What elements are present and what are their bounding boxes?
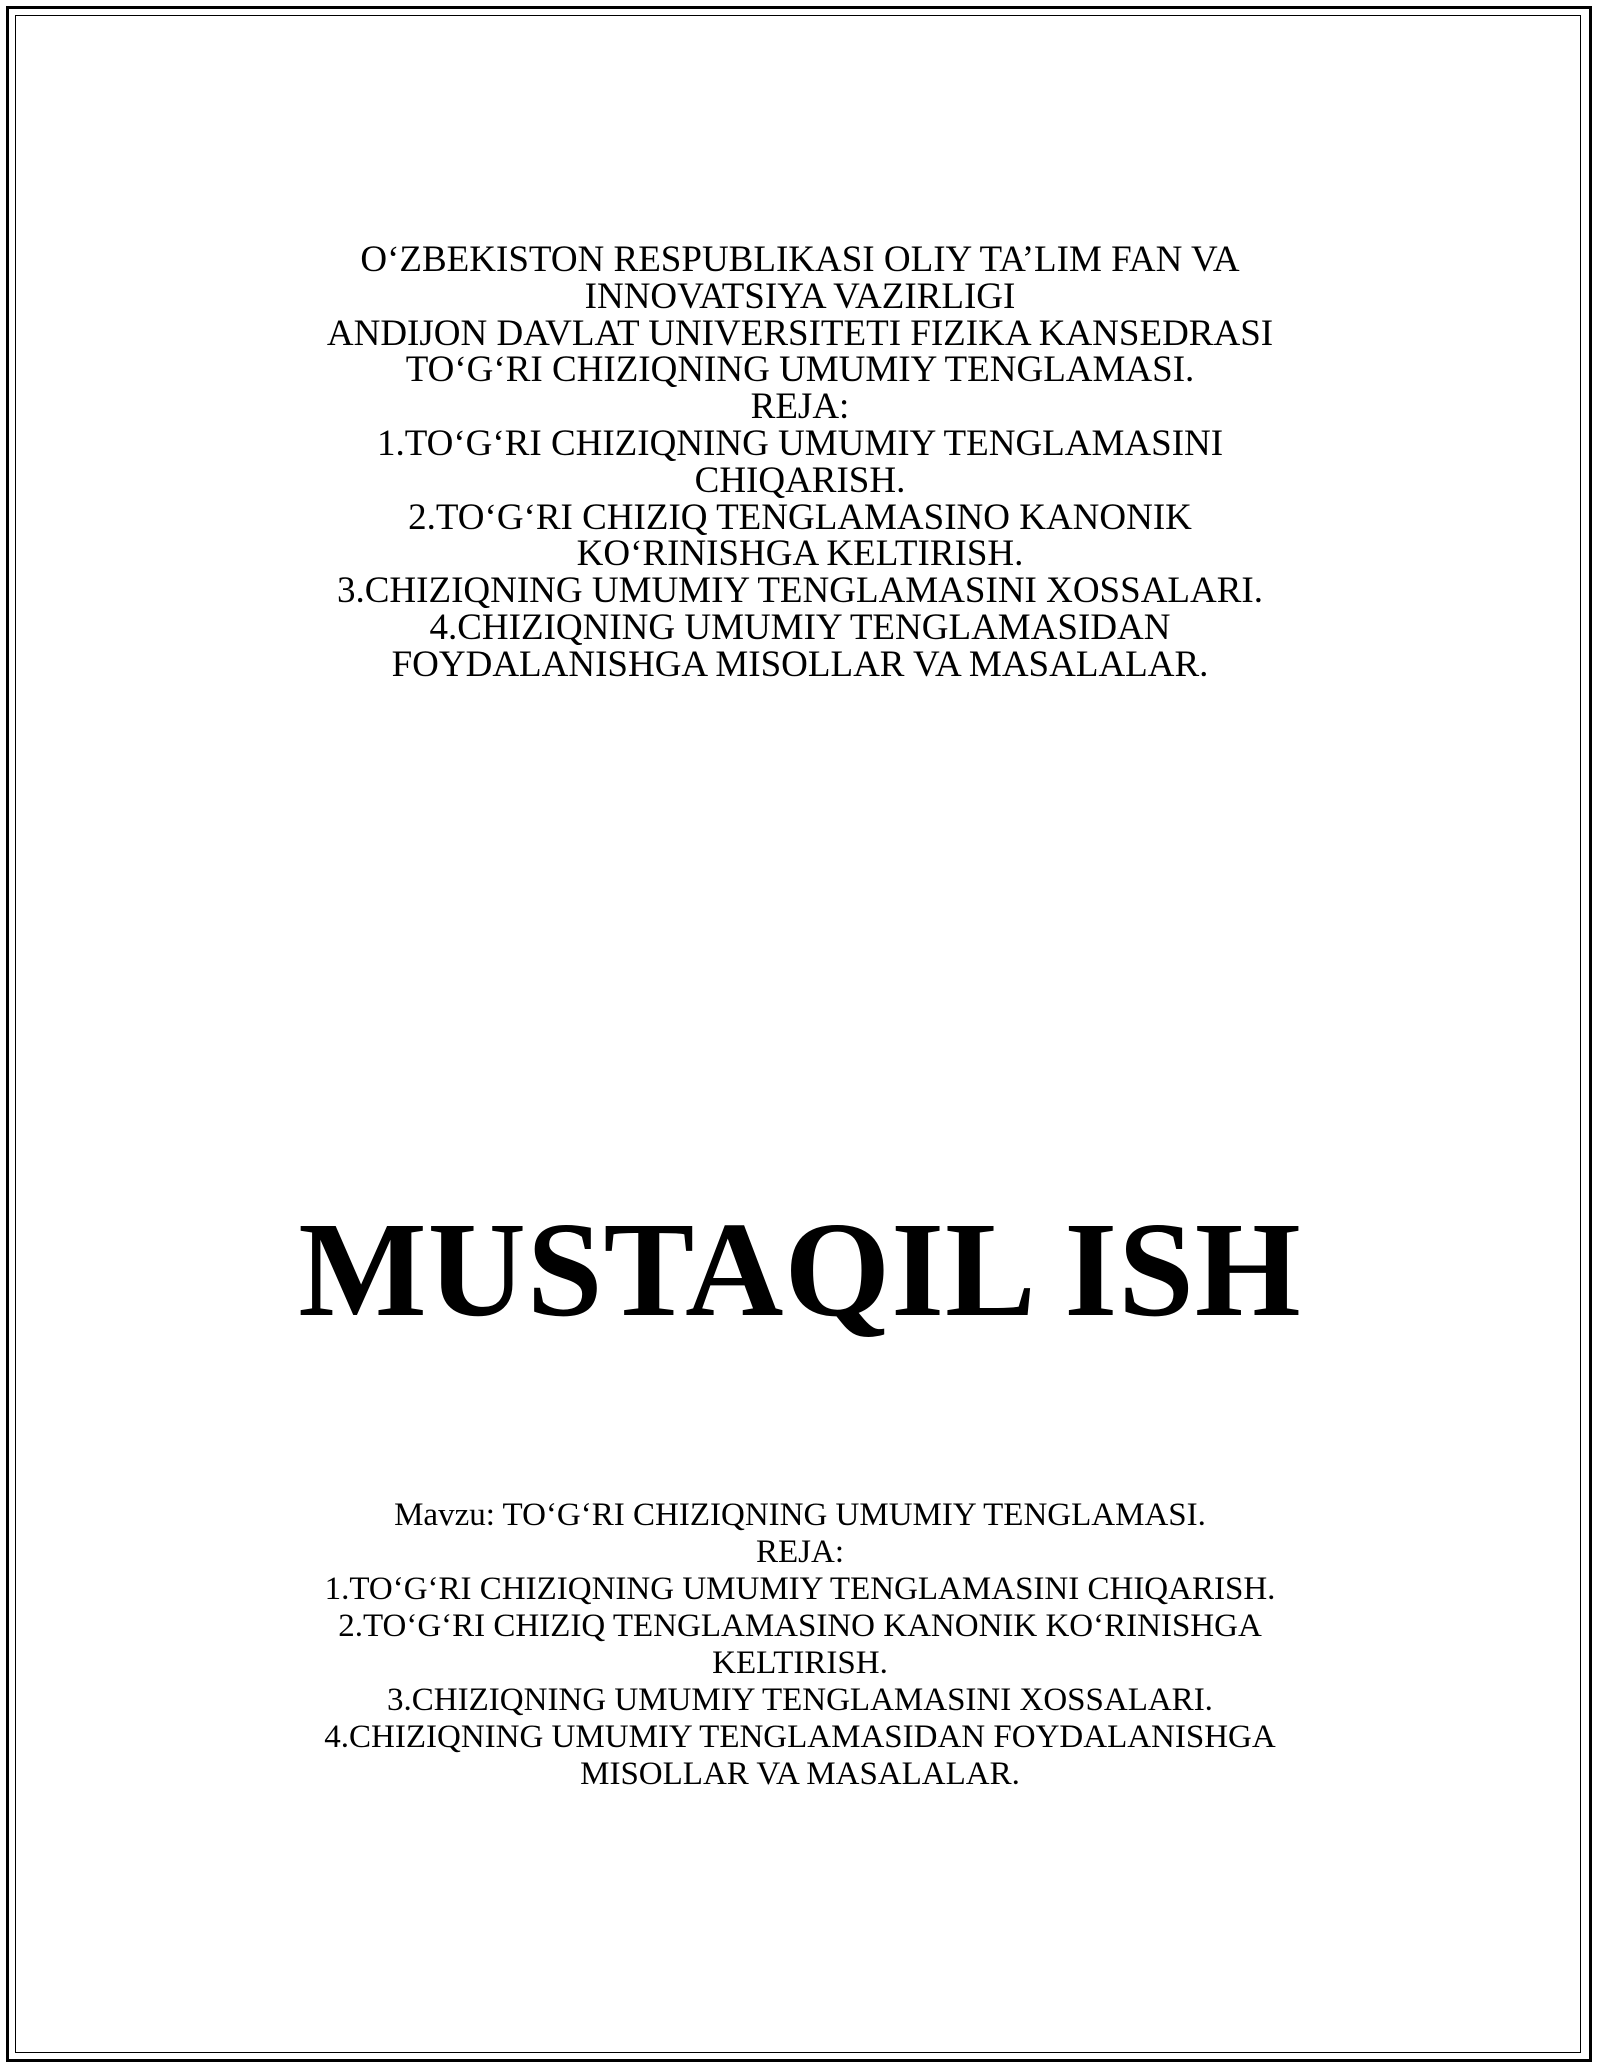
header-plan-heading: REJA: bbox=[750, 386, 850, 428]
header-plan-line: 3.CHIZIQNING UMUMIY TENGLAMASINI XOSSALARI. bbox=[337, 570, 1263, 612]
header-topic: TO‘G‘RI CHIZIQNING UMUMIY TENGLAMASI. bbox=[405, 349, 1195, 391]
document-title: MUSTAQIL ISH bbox=[298, 1195, 1302, 1345]
header-plan-line: FOYDALANISHGA MISOLLAR VA MASALALAR. bbox=[391, 643, 1209, 685]
footer-plan-heading: REJA: bbox=[755, 1534, 844, 1570]
header-plan-line: KO‘RINISHGA KELTIRISH. bbox=[576, 533, 1024, 575]
ministry-line-2: INNOVATSIYA VAZIRLIGI bbox=[584, 275, 1016, 317]
header-block bbox=[180, 239, 1420, 685]
footer-plan-line: KELTIRISH. bbox=[712, 1645, 888, 1681]
footer-plan-line: 1.TO‘G‘RI CHIZIQNING UMUMIY TENGLAMASINI CHIQARISH. bbox=[324, 1571, 1276, 1607]
footer-block bbox=[200, 1497, 1400, 1793]
university-name: ANDIJON DAVLAT UNIVERSITETI FIZIKA KANSEDRASI bbox=[326, 312, 1274, 354]
footer-plan-line: MISOLLAR VA MASALALAR. bbox=[580, 1756, 1020, 1792]
header-plan-line: CHIQARISH. bbox=[694, 459, 906, 501]
footer-plan-line: 2.TO‘G‘RI CHIZIQ TENGLAMASINO KANONIK KO‘RINISHGA bbox=[338, 1608, 1262, 1644]
header-plan-line: 2.TO‘G‘RI CHIZIQ TENGLAMASINO KANONIK bbox=[408, 496, 1192, 538]
footer-topic: Mavzu: TO‘G‘RI CHIZIQNING UMUMIY TENGLAMASI. bbox=[394, 1497, 1206, 1533]
header-plan-line: 1.TO‘G‘RI CHIZIQNING UMUMIY TENGLAMASINI bbox=[376, 422, 1224, 464]
footer-plan-line: 3.CHIZIQNING UMUMIY TENGLAMASINI XOSSALARI. bbox=[387, 1682, 1213, 1718]
header-plan-line: 4.CHIZIQNING UMUMIY TENGLAMASIDAN bbox=[429, 606, 1171, 648]
ministry-line-1: O‘ZBEKISTON RESPUBLIKASI OLIY TA’LIM FAN VA bbox=[360, 239, 1240, 280]
footer-plan-line: 4.CHIZIQNING UMUMIY TENGLAMASIDAN FOYDALANISHGA bbox=[324, 1719, 1276, 1755]
